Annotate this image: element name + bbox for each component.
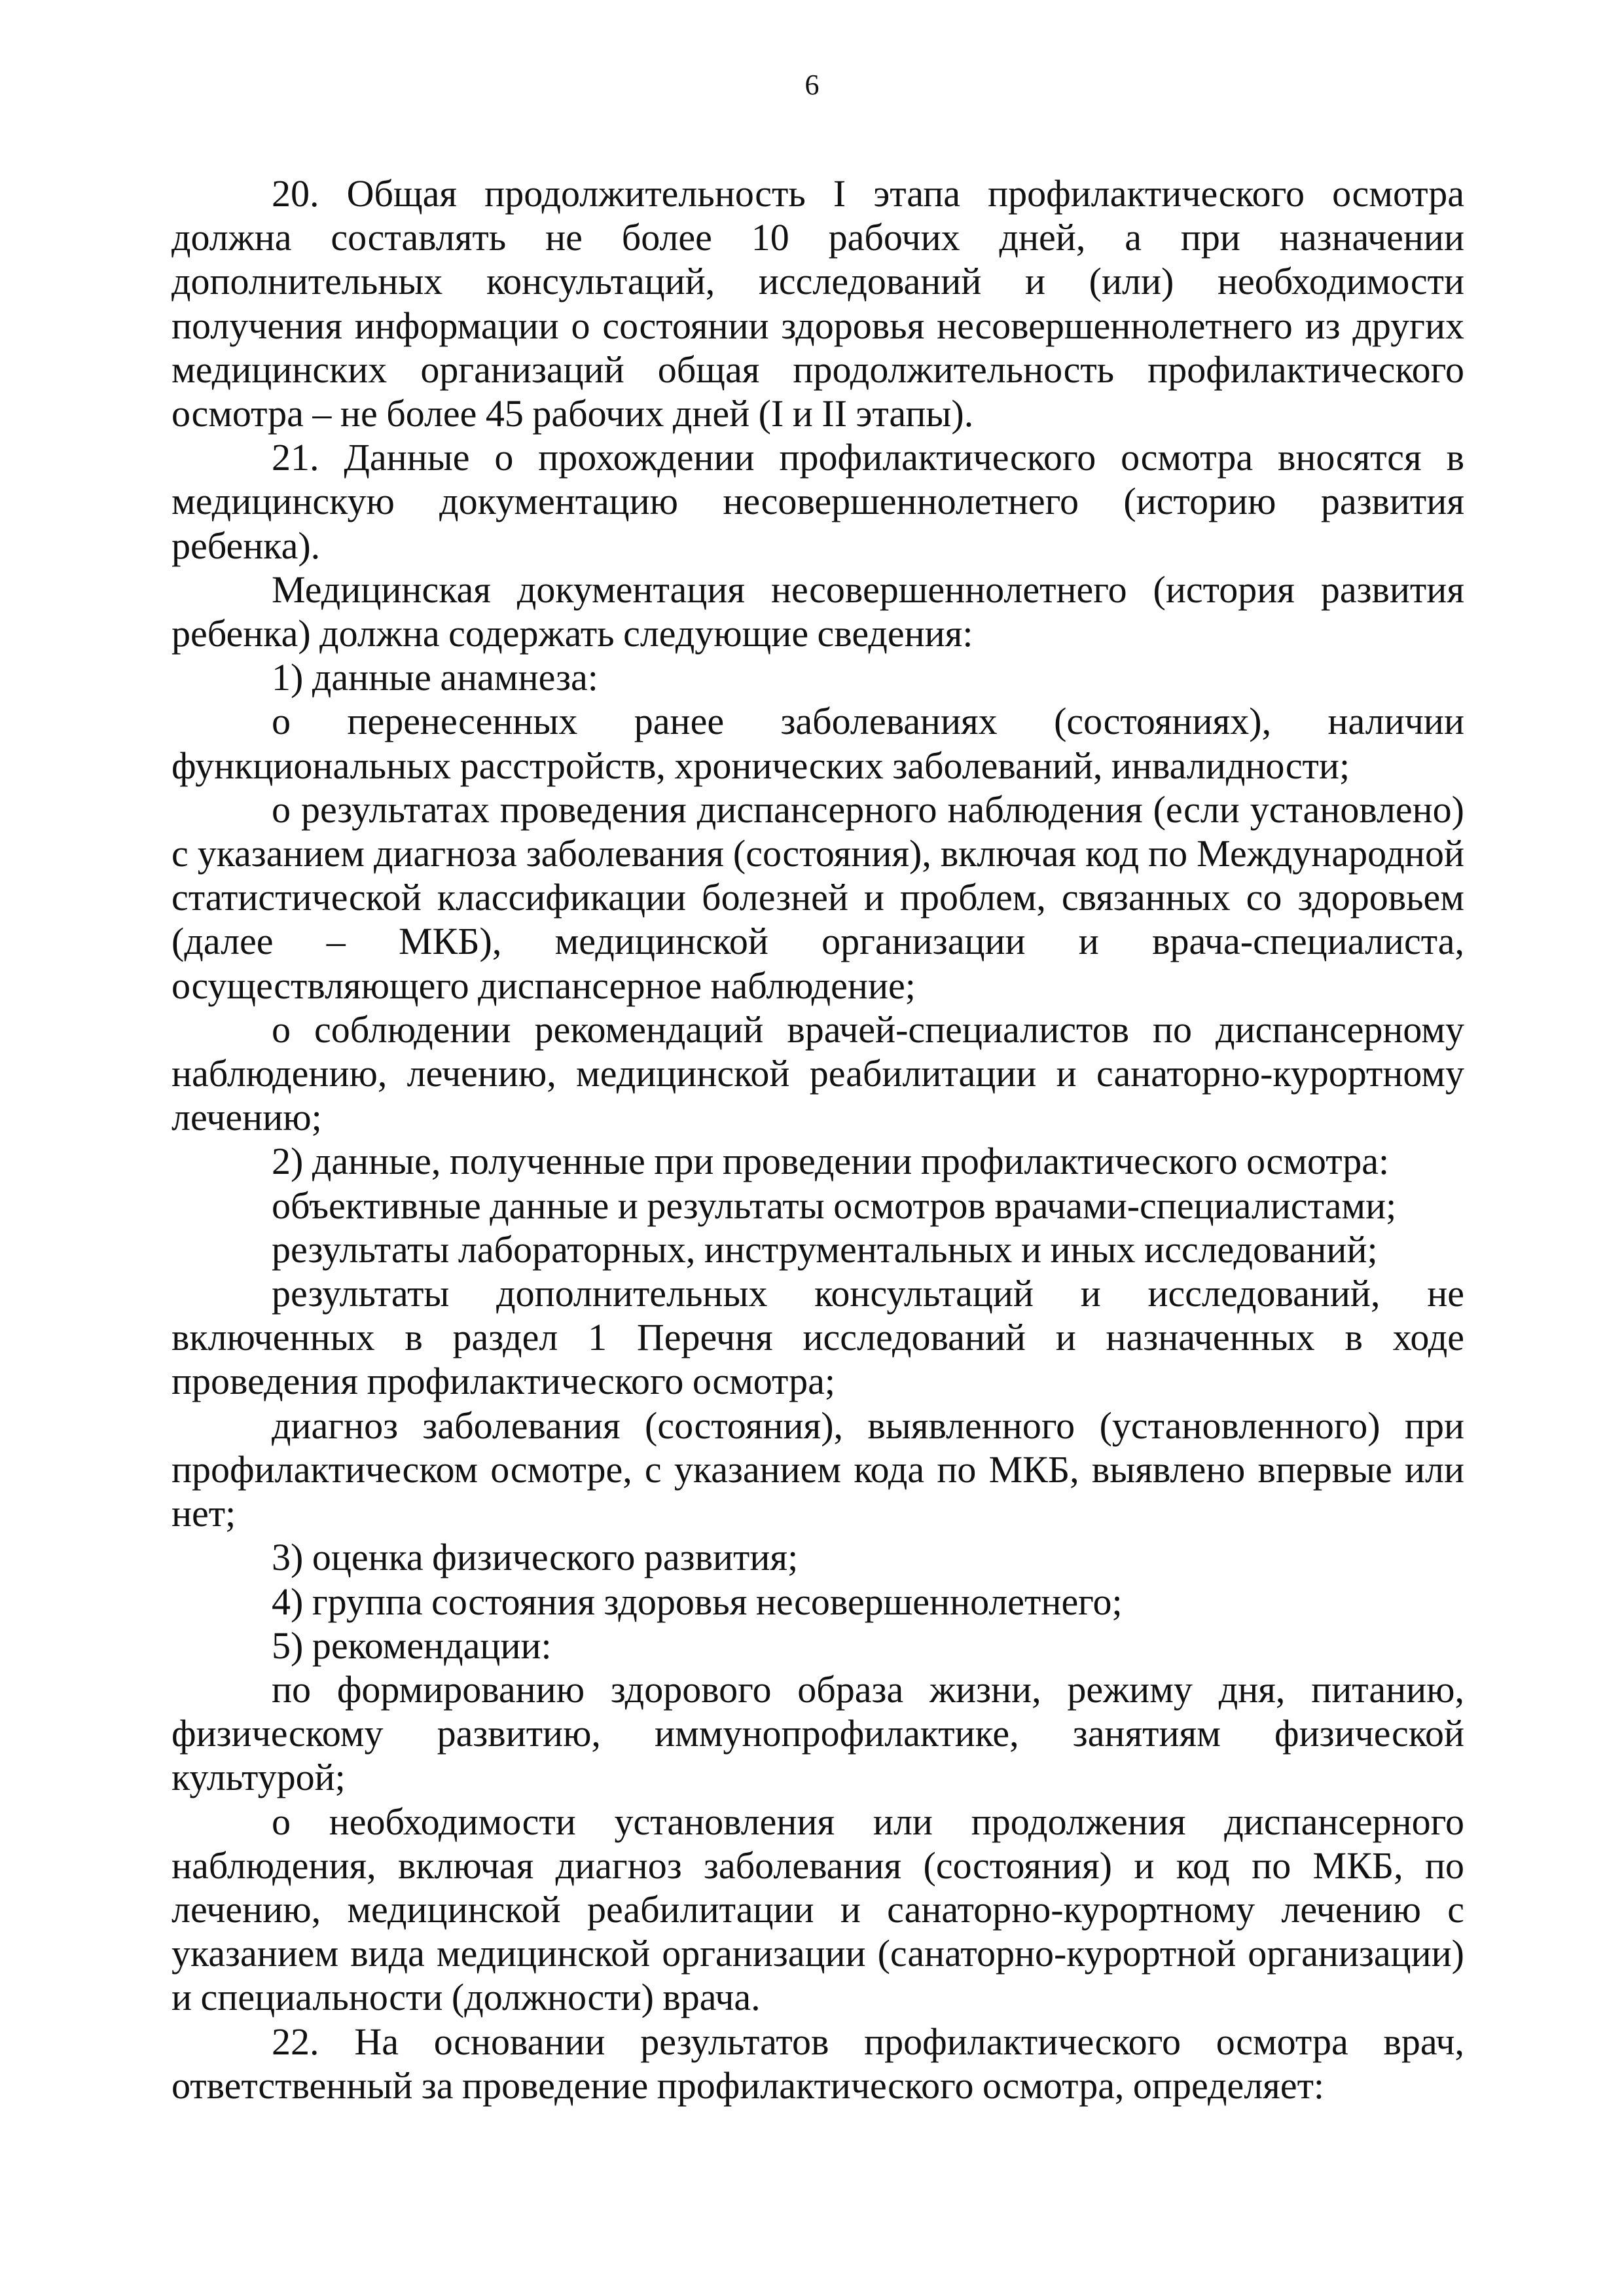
list-item-additional-consultations: результаты дополнительных консультаций и исследований, не включенных в раздел 1 Перечня исследований и назначенных в ходе проведения профилактического осмотра; [171, 1272, 1464, 1403]
list-item-objective-data: объективные данные и результаты осмотров врачами-специалистами; [272, 1184, 1397, 1227]
paragraph-22-determination: 22. На основании результатов профилактического осмотра врач, ответственный за проведение профилактического осмотра, определяет: [171, 2020, 1464, 2107]
list-item-lab-results: результаты лабораторных, инструментальных и иных исследований; [272, 1228, 1378, 1271]
list-item-anamnesis: 1) данные анамнеза: [272, 656, 598, 699]
page-number: 6 [804, 69, 820, 101]
paragraph-21-records: 21. Данные о прохождении профилактического осмотра вносятся в медицинскую документацию несовершеннолетнего (историю развития ребенка). [171, 436, 1464, 567]
list-item-healthy-lifestyle: по формированию здорового образа жизни, режиму дня, питанию, физическому развитию, иммунопрофилактике, занятиям физической культурой; [171, 1667, 1464, 1799]
list-item-dispensary-results: о результатах проведения диспансерного наблюдения (если установлено) с указанием диагноза заболевания (состояния), включая код по Международной статистической классификации болезней и проблем, связанных со здоровьем (далее – МКБ), медицинской организации и врача-специалиста, осуществляющего диспансерное наблюдение; [171, 788, 1464, 1007]
document-body [171, 172, 1464, 2107]
list-item-exam-data: 2) данные, полученные при проведении профилактического осмотра: [272, 1140, 1390, 1183]
paragraph-20-duration: 20. Общая продолжительность I этапа профилактического осмотра должна составлять не более 10 рабочих дней, а при назначении дополнительных консультаций, исследований и (или) необходимости получения информации о состоянии здоровья несовершеннолетнего из других медицинских организаций общая продолжительность профилактического осмотра – не более 45 рабочих дней (I и II этапы). [171, 172, 1464, 435]
list-item-past-diseases: о перенесенных ранее заболеваниях (состояниях), наличии функциональных расстройств, хронических заболеваний, инвалидности; [171, 700, 1464, 787]
list-item-recommendations-compliance: о соблюдении рекомендаций врачей-специалистов по диспансерному наблюдению, лечению, медицинской реабилитации и санаторно-курортному лечению; [171, 1008, 1464, 1139]
paragraph-documentation-contents: Медицинская документация несовершеннолетнего (история развития ребенка) должна содержать следующие сведения: [171, 568, 1464, 655]
list-item-dispensary-need: о необходимости установления или продолжения диспансерного наблюдения, включая диагноз заболевания (состояния) и код по МКБ, по лечению, медицинской реабилитации и санаторно-курортному лечению с указанием вида медицинской организации (санаторно-курортной организации) и специальности (должности) врача. [171, 1800, 1464, 2019]
list-item-health-group: 4) группа состояния здоровья несовершеннолетнего; [272, 1580, 1123, 1623]
list-item-diagnosis: диагноз заболевания (состояния), выявленного (установленного) при профилактическом осмотре, с указанием кода по МКБ, выявлено впервые или нет; [171, 1404, 1464, 1535]
list-item-physical-development: 3) оценка физического развития; [272, 1536, 799, 1579]
list-item-recommendations: 5) рекомендации: [272, 1624, 552, 1667]
